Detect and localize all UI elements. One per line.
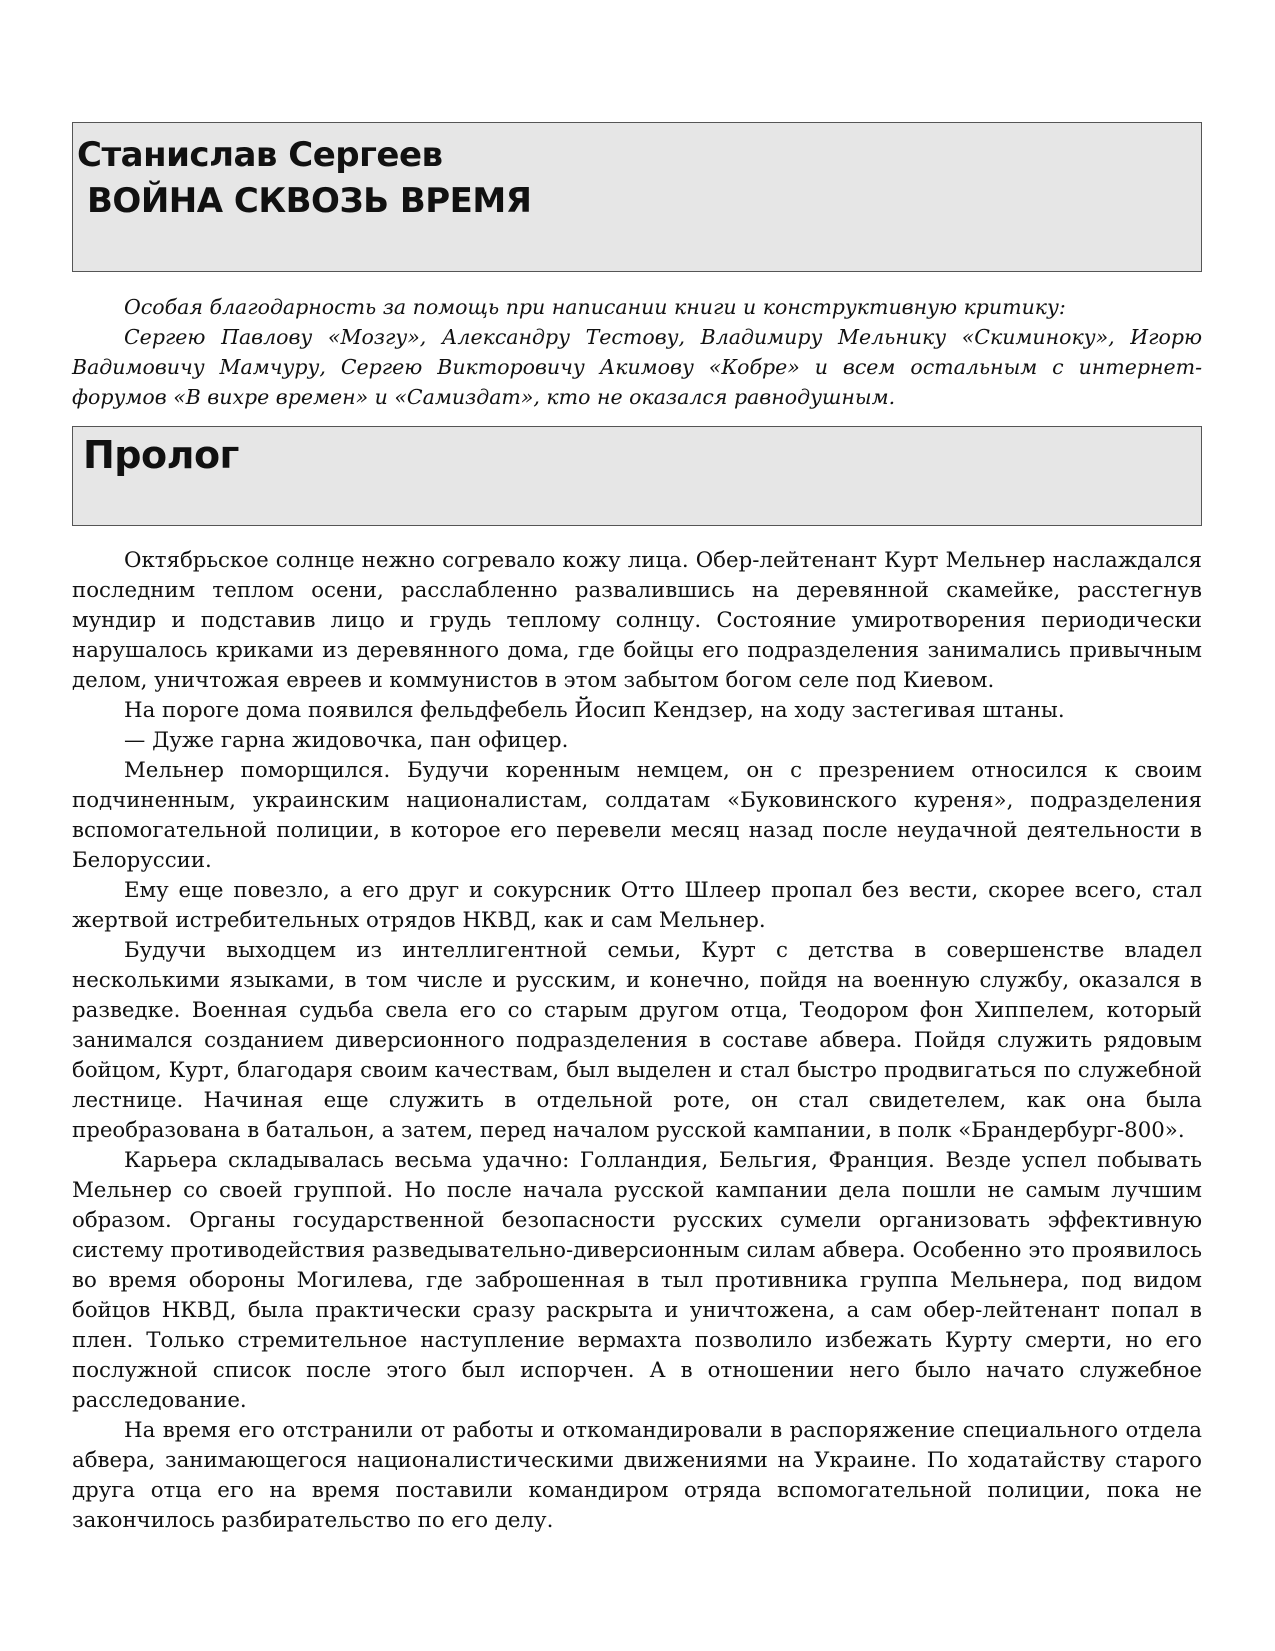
paragraph: — Дуже гарна жидовочка, пан офицер. xyxy=(124,728,569,753)
acknowledgments-intro: Особая благодарность за помощь при написании книги и конструктивную критику: xyxy=(124,295,1066,319)
chapter-heading-block xyxy=(72,426,1202,526)
paragraph: Ему еще повезло, а его друг и сокурсник Отто Шлеер пропал без вести, скорее всего, стал жертвой истребительных отрядов НКВД, как и сам Мельнер. xyxy=(72,878,1202,933)
chapter-title: Пролог xyxy=(83,433,239,477)
paragraph: На время его отстранили от работы и откомандировали в распоряжение специального отдела абвера, занимающегося националистическими движениями на Украине. По ходатайству старого друга отца его на время поставили командиром отряда вспомогательной полиции, пока не закончилось разбирательство по его делу. xyxy=(72,1418,1202,1533)
book-title: ВОЙНА СКВОЗЬ ВРЕМЯ xyxy=(87,181,532,221)
paragraph: Будучи выходцем из интеллигентной семьи, Курт с детства в совершенстве владел несколькими языками, в том числе и русским, и конечно, пойдя на военную службу, оказался в разведке. Военная судьба свела его со старым другом отца, Теодором фон Хиппелем, который занимался созданием диверсионного подразделения в составе абвера. Пойдя служить рядовым бойцом, Курт, благодаря своим качествам, был выделен и стал быстро продвигаться по служебной лестнице. Начиная еще служить в отдельной роте, он стал свидетелем, как она была преобразована в батальон, а затем, перед началом русской кампании, в полк «Брандербург-800». xyxy=(72,938,1202,1143)
paragraph: Октябрьское солнце нежно согревало кожу лица. Обер-лейтенант Курт Мельнер наслаждался последним теплом осени, расслабленно развалившись на деревянной скамейке, расстегнув мундир и подставив лицо и грудь теплому солнцу. Состояние умиротворения периодически нарушалось криками из деревянного дома, где бойцы его подразделения занимались привычным делом, уничтожая евреев и коммунистов в этом забытом богом селе под Киевом. xyxy=(72,548,1202,693)
paragraph: Мельнер поморщился. Будучи коренным немцем, он с презрением относился к своим подчиненным, украинским националистам, солдатам «Буковинского куреня», подразделения вспомогательной полиции, в которое его перевели месяц назад после неудачной деятельности в Белоруссии. xyxy=(72,758,1202,873)
title-block xyxy=(72,122,1202,272)
document-page xyxy=(72,122,1202,1536)
paragraph: Карьера складывалась весьма удачно: Голландия, Бельгия, Франция. Везде успел побывать Мельнер со своей группой. Но после начала русской кампании дела пошли не самым лучшим образом. Органы государственной безопасности русских сумели организовать эффективную систему противодействия разведывательно-диверсионным силам абвера. Особенно это проявилось во время обороны Могилева, где заброшенная в тыл противника группа Мельнера, под видом бойцов НКВД, была практически сразу раскрыта и уничтожена, а сам обер-лейтенант попал в плен. Только стремительное наступление вермахта позволило избежать Курту смерти, но его послужной список после этого был испорчен. А в отношении него было начато служебное расследование. xyxy=(72,1148,1202,1413)
acknowledgments-names: Сергею Павлову «Мозгу», Александру Тестову, Владимиру Мельнику «Скиминоку», Игорю Вадимовичу Мамчуру, Сергею Викторовичу Акимову «Кобре» и всем остальным с интернет-форумов «В вихре времен» и «Самиздат», кто не оказался равнодушным. xyxy=(72,325,1202,409)
acknowledgments xyxy=(72,292,1202,412)
paragraph: На пороге дома появился фельдфебель Йосип Кендзер, на ходу застегивая штаны. xyxy=(124,698,1065,723)
author-name: Станислав Сергеев xyxy=(77,135,443,175)
chapter-body xyxy=(72,546,1202,1536)
